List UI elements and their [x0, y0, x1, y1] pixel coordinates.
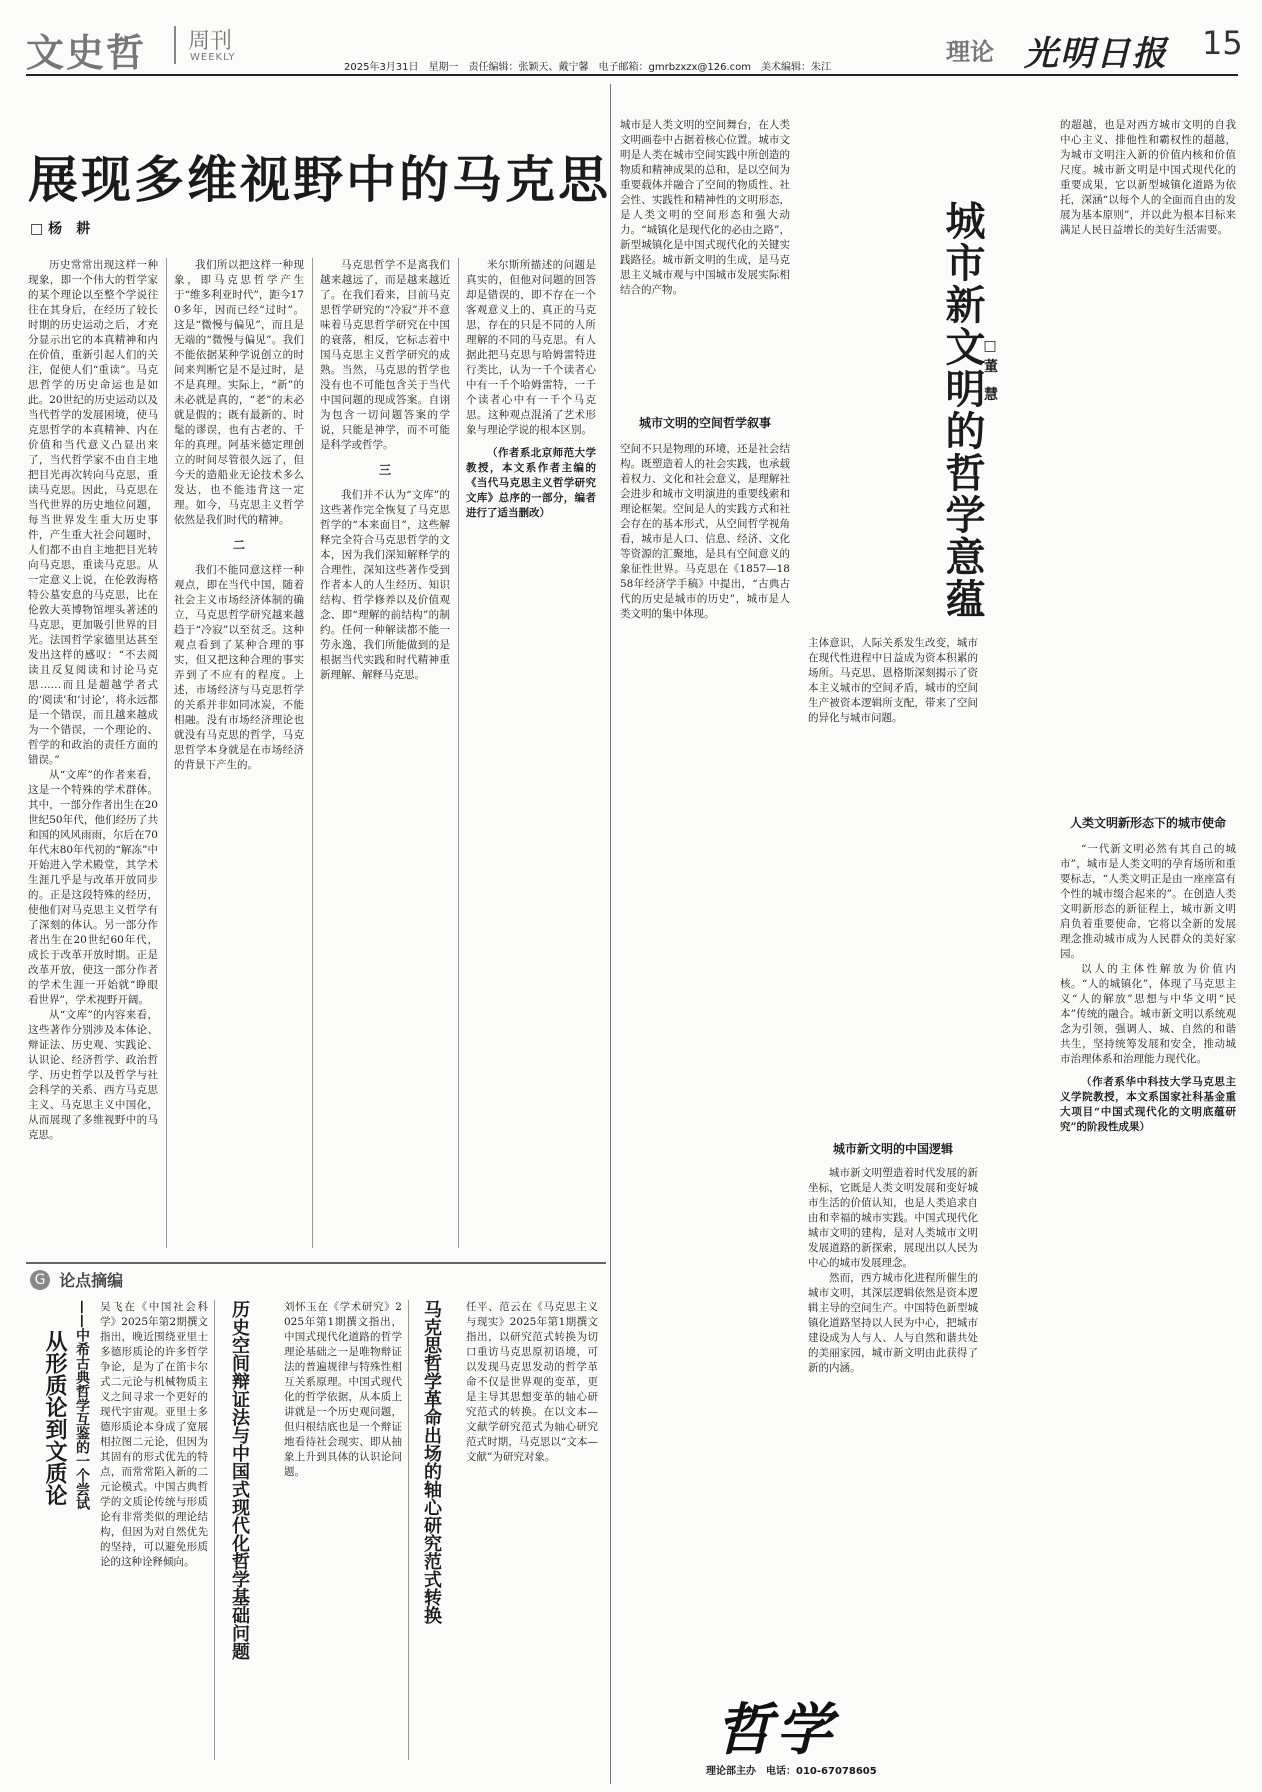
digest-1-text: 吴飞在《中国社会科学》2025年第2期撰文指出，晚近围绕亚里士多德形质论的许多哲学争论，是为了在笛卡尔式二元论与机械物质主义之间寻求一个更好的现代宇宙观。亚里士多德形质论本身成了宽展相拉图二元论，但因为其固有的形式优先的特点，而常常陷入新的二元论模式。中国古典哲学的文质论传统与形质论有非常类似的理论结构，但因为对自然优先的坚持，可以避免形质论的这种诠释倾向。: [100, 1301, 208, 1568]
masthead-rule: [26, 74, 1238, 76]
main-col-2: [174, 258, 304, 1248]
digest-3-text: 任平、范云在《马克思主义与现实》2025年第1期撰文指出，以研究范式转换为切口重访马克思原初语境，可以发现马克思发动的哲学革命不仅是世界观的变革，更是主导其思想变革的轴心研究范式的转换。在以文本—文献学研究范式为轴心研究范式时期，马克思以“文本—文献”为研究对象。: [466, 1301, 598, 1463]
digest-2-title: 历史空间辩证法与中国式现代化哲学基础问题: [229, 1300, 250, 1660]
digest-2-text: 刘怀玉在《学术研究》2025年第1期撰文指出，中国式现代化道路的哲学理论基础之一是唯物辩证法的普遍规律与特殊性相互关系原理。中国式现代化的哲学依据，从本质上讲就是一个历史观问题，但归根结底也是一个辩证地看待社会现实、即从抽象上升到具体的认识论问题。: [284, 1301, 402, 1478]
divider-bar: [174, 26, 176, 64]
main-paragraph: 从“文库”的内容来看，这些著作分别涉及本体论、辩证法、历史观、实践论、认识论、经济哲学、政治哲学、历史哲学以及哲学与社会科学的关系、西方马克思主义、马克思主义中国化，从而展现了多维视野中的马克思。: [28, 1009, 158, 1141]
second-col-3a: 的超越，也是对西方城市文明的自我中心主义、排他性和霸权性的超越，为城市文明注入新的价值内核和价值尺度。城市新文明是中国式现代化的重要成果，它以新型城镇化道路为依托，深涵“以每个人的全面而自由的发展为基本原则”，并以此为根本目标来满足人民日益增长的美好生活需要。: [1060, 119, 1236, 236]
section-label: 理论: [946, 37, 994, 66]
main-paragraph: 我们并不认为“文库”的这些著作完全恢复了马克思哲学的“本来面目”，这些解释完全符合马克思哲学的文本，因为我们深知解释学的合理性，深知这些著作受到作者本人的人生经历、知识结构、哲学修养以及价值观念、即“理解的前结构”的制约。任何一种解读都不能一劳永逸，我们所能做到的是根据当代实践和时代精神重新理解、解释马克思。: [320, 489, 450, 681]
main-paragraph: 我们不能同意这样一种观点，即在当代中国，随着社会主义市场经济体制的确立，马克思哲学研究越来越趋于“冷寂”以至贫乏。这种观点看到了某种合理的事实，但又把这种合理的事实弄到了不应有的程度。上述，市场经济与马克思哲学的关系并非如同冰炭，不能相融。没有市场经济理论也就没有马克思的哲学，马克思哲学本身就是在市场经济的背景下产生的。: [174, 564, 304, 771]
second-intro: 城市是人类文明的空间舞台，在人类文明画卷中占据着核心位置。城市文明是人类在城市空间实践中所创造的物质和精神成果的总和，是以空间为重要载体并融合了空间的物质性、社会性、实践性和精神性的文明形态，是人类文明的空间形态和强大动力。“城镇化是现代化的必由之路”，新型城镇化是中国式现代化的关键实践路径。城市新文明的生成，是马克思主义城市观与中国城市发展实际相结合的产物。: [620, 119, 790, 296]
masthead: [26, 18, 1243, 75]
author-note: （作者系北京师范大学教授，本文系作者主编的《当代马克思主义哲学研究文库》总序的一部分，编者进行了适当删改）: [466, 447, 596, 519]
second-paragraph: 然而，西方城市化进程所催生的城市文明，其深层逻辑依然是资本逻辑主导的空间生产。中国特色新型城镇化道路坚持以人民为中心，把城市建设成为人与人、人与自然和谐共处的美丽家园，城市新文明由此获得了新的内涵。: [808, 1272, 978, 1374]
digest-1-subtitle: ——中希古典哲学互鉴的一个尝试: [74, 1300, 90, 1510]
second-col-2b: [808, 1166, 978, 1696]
main-paragraph: 从“文库”的作者来看，这是一个特殊的学术群体。其中，一部分作者出生在20世纪50年代，他们经历了共和国的风风雨雨，尔后在70年代末80年代初的“解冻”中开始进入学术殿堂，其学术生涯几乎是与改革开放同步的。正是这段特殊的经历，使他们对马克思主义哲学有了深刻的体认。另一部分作者出生在20世纪60年代，成长于改革开放时期。正是改革开放，使这一部分作者的学术生涯一开始就“睁眼看世界”，学术视野开阔。: [28, 769, 158, 1006]
footer-contact: 理论部主办 电话：010-67078605: [706, 1766, 877, 1777]
second-col-2a: 主体意识，人际关系发生改变，城市在现代性进程中日益成为资本积累的场所。马克思、恩格斯深刻揭示了资本主义城市的空间矛盾，城市的空间生产被资本逻辑所支配，带来了空间的异化与城市问题。: [808, 637, 978, 724]
digest-header-title: 论点摘编: [59, 1271, 124, 1290]
weekly-en: WEEKLY: [190, 52, 236, 63]
section-number: 二: [232, 538, 245, 552]
main-col-4: [466, 258, 596, 1248]
second-article-author: □ 董 慧: [982, 338, 998, 401]
main-article-title: 展现多维视野中的马克思: [28, 150, 611, 209]
section-number: 三: [378, 463, 391, 477]
main-article-author: □ 杨 耕: [30, 221, 91, 237]
second-paragraph: 以人的主体性解放为价值内核。“人的城镇化”，体现了马克思主义“人的解放”思想与中华文明“民本”传统的融合。城市新文明以系统观念为引领，强调人、城、自然的和谐共生，坚持统筹发展和安全，推动城市治理体系和治理能力现代化。: [1060, 963, 1236, 1065]
digest-header: [30, 1268, 123, 1292]
info-line: 2025年3月31日 星期一 责任编辑：张颖天、戴宁馨 电子邮箱：gmrbzxzx@126.com 美术编辑：朱江: [344, 62, 832, 73]
weekly-cn: 周刊: [188, 29, 233, 54]
digest-3-title: 马克思哲学革命出场的轴心研究范式转换: [421, 1300, 442, 1624]
page-number: 15: [1202, 24, 1243, 62]
second-paragraph: 城市新文明塑造着时代发展的新坐标，它既是人类文明发展和变好城市生活的价值认知，也是人类追求自由和幸福的城市实践。中国式现代化城市文明的建构，是对人类城市文明发展道路的新探索，展现出以人民为中心的城市发展理念。: [808, 1167, 978, 1269]
second-section-3: 人类文明新形态下的城市使命: [1069, 816, 1226, 830]
paper-name: 光明日报: [1024, 34, 1168, 74]
digest-1-title: 从形质论到文质论: [42, 1330, 68, 1506]
main-paragraph: 马克思哲学不是离我们越来越远了，而是越来越近了。在我们看来，目前马克思哲学研究的“冷寂”并不意味着马克思哲学研究在中国的衰落，相反，它标志着中国马克思主义哲学研究的成熟。当然，马克思的哲学也没有也不可能包含关于当代中国问题的现成答案。自诩为包含一切问题答案的学说，只能是神学，而不可能是科学或哲学。: [320, 259, 450, 451]
digest-icon: G: [30, 1270, 50, 1290]
second-section-1: 城市文明的空间哲学叙事: [638, 416, 771, 430]
main-paragraph: 历史常常出现这样一种现象，即一个伟大的哲学家的某个理论以至整个学说往往在其身后，在经历了较长时期的历史运动之后，才充分显示出它的本真精神和内在价值，重新引起人们的关注，促使人们“重读”。马克思哲学的历史命运也是如此。20世纪的历史运动以及当代哲学的发展困境，使马克思哲学的本真精神、内在价值和当代意义凸显出来了，当代哲学家不由自主地把目光再次转向马克思，重读马克思。因此，马克思在当代世界的历史地位问题，每当世界发生重大历史事件，产生重大社会问题时，人们都不由自主地把目光转向马克思，重读马克思。从一定意义上说，在伦敦海格特公墓安息的马克思，比在伦敦大英博物馆埋头著述的马克思，更加吸引世界的目光。法国哲学家德里达甚至发出这样的感叹：“不去阅读且反复阅读和讨论马克思……而且是超越学者式的‘阅读’和‘讨论’，将永远都是一个错误，而且越来越成为一个错误，一个理论的、哲学的和政治的责任方面的错误。”: [28, 259, 158, 766]
second-paragraph: “一代新文明必然有其自己的城市”，城市是人类文明的孕育场所和重要标志，“人类文明正是由一座座富有个性的城市缀合起来的”。在创造人类文明新形态的新征程上，城市新文明肩负着重要使命，它将以全新的发展理念推动城市成为人民群众的美好家园。: [1060, 843, 1236, 960]
calligraphy-logo: 哲学: [716, 1697, 836, 1763]
main-paragraph: 米尔斯所描述的问题是真实的，但他对问题的回答却是错误的，即不存在一个客观意义上的、真正的马克思，存在的只是不同的人所理解的不同的马克思。有人据此把马克思与哈姆雷特进行类比，认为一千个读者心中有一千个哈姆雷特，一千个读者心中有一千个马克思。这种观点混淆了艺术形象与理论学说的根本区别。: [466, 259, 596, 436]
second-article-title: 城市新文明的哲学意蕴: [939, 200, 986, 620]
main-col-3: [320, 258, 450, 1248]
second-section-2: 城市新文明的中国逻辑: [832, 1142, 953, 1156]
second-col-1: 空间不只是物理的环境，还是社会结构。既塑造着人的社会实践，也承载着权力、文化和社会意义，是理解社会进步和城市文明演进的重要线索和理论框架。空间是人的实践方式和社会存在的基本形式，从空间哲学视角看，城市是人口、信息、经济、文化等资源的汇聚地，是具有空间意义的象征性世界。马克思在《1857—1858年经济学手稿》中提出，“古典古代的历史是城市的历史”，城市是人类文明的集中体现。: [620, 443, 790, 620]
main-paragraph: 我们所以把这样一种现象，即马克思哲学产生于“维多利亚时代”，距今170多年，因而已经“过时”。这是“微慢与偏见”，而且是无端的“微慢与偏见”。我们不能依据某种学说创立的时间来判断它是不是过时，是不是真理。实际上，“新”的未必就是真的，“老”的未必就是假的；既有最新的、时髦的谬误，也有古老的、千年的真理。阿基米德定理创立的时间尽管很久远了，但今天的造船业无论技术多么发达，也不能违背这一定理。如今，马克思主义哲学依然是我们时代的精神。: [174, 259, 304, 526]
column-name: 文史哲: [26, 30, 147, 75]
second-col-3b: [1060, 842, 1236, 1742]
second-note: （作者系华中科技大学马克思主义学院教授，本文系国家社科基金重大项目“中国式现代化的文明底蕴研究”的阶段性成果）: [1060, 1076, 1236, 1133]
main-col-1: [28, 258, 158, 1248]
